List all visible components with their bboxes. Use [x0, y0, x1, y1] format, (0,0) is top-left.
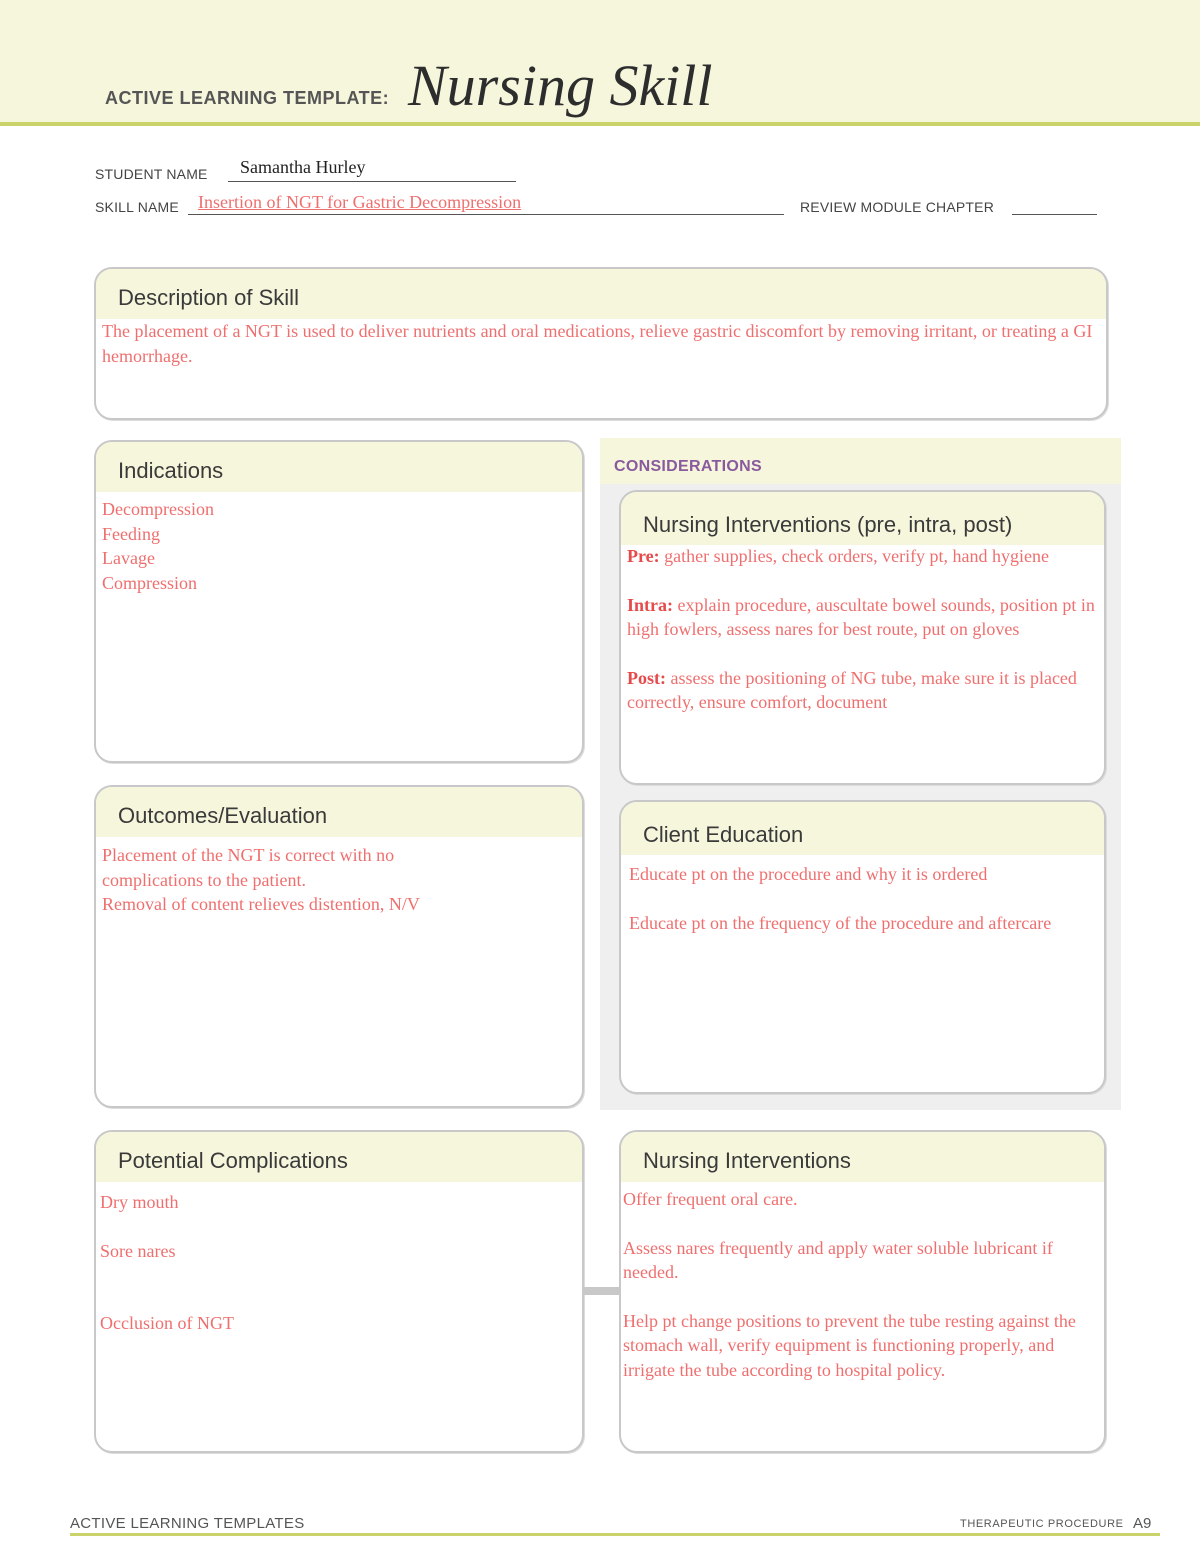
indications-box	[94, 440, 584, 763]
nursing-interventions-ppp-box	[619, 490, 1106, 785]
footer-right: THERAPEUTIC PROCEDURE	[960, 1518, 1124, 1530]
complications-text-field[interactable]	[100, 1190, 574, 1336]
education-item: Educate pt on the procedure and why it is ordered	[629, 864, 988, 884]
description-box	[94, 267, 1108, 420]
description-text: The placement of a NGT is used to deliver nutrients and oral medications, relieve gastric discomfort by removing irritant, or treating a GI hemorrhage.	[102, 321, 1093, 366]
post-label: Post:	[627, 667, 666, 688]
student-name-label: STUDENT NAME	[95, 166, 208, 182]
post-text: assess the positioning of NG tube, make sure it is placed correctly, ensure comfort, document	[627, 667, 1077, 712]
indications-title: Indications	[118, 458, 224, 483]
indications-text-field[interactable]	[102, 497, 574, 595]
indications-header	[96, 442, 582, 492]
page-number: A9	[1133, 1515, 1152, 1532]
nursing-interventions-text-field[interactable]	[623, 1187, 1084, 1382]
nursing-interventions-ppp-text-field[interactable]	[627, 544, 1096, 715]
nursing-interventions-title: Nursing Interventions	[643, 1148, 851, 1173]
footer-left: ACTIVE LEARNING TEMPLATES	[70, 1515, 305, 1532]
post-intervention	[627, 666, 1096, 715]
template-prefix: ACTIVE LEARNING TEMPLATE:	[105, 88, 390, 108]
connector-bar	[583, 1287, 620, 1295]
pre-text: gather supplies, check orders, verify pt, hand hygiene	[664, 546, 1050, 566]
skill-name-label: SKILL NAME	[95, 199, 179, 215]
intervention-item: Offer frequent oral care.	[623, 1189, 798, 1209]
education-item: Educate pt on the frequency of the procedure and aftercare	[629, 912, 1052, 933]
description-text-field[interactable]	[102, 319, 1098, 368]
outcome-line: Removal of content relieves distention, N/V	[102, 894, 420, 914]
complications-title: Potential Complications	[118, 1148, 348, 1173]
complication-item: Dry mouth	[100, 1192, 179, 1212]
indication-item: Lavage	[102, 548, 155, 568]
nursing-interventions-header	[621, 1132, 1104, 1182]
nursing-interventions-box	[619, 1130, 1106, 1453]
description-header	[96, 269, 1106, 319]
skill-name-line	[188, 214, 784, 215]
header-rule	[0, 122, 1200, 126]
nursing-interventions-ppp-title: Nursing Interventions (pre, intra, post)	[643, 512, 1013, 537]
outcomes-text-field[interactable]	[102, 843, 482, 917]
indication-item: Compression	[102, 572, 198, 593]
indication-item: Decompression	[102, 499, 214, 519]
intra-text: explain procedure, auscultate bowel sounds, position pt in high fowlers, assess nares for best route, put on gloves	[627, 594, 1095, 639]
intra-intervention	[627, 593, 1096, 642]
complication-item: Occlusion of NGT	[100, 1313, 234, 1333]
considerations-label: CONSIDERATIONS	[614, 458, 762, 475]
nursing-interventions-ppp-header	[621, 492, 1104, 545]
student-name-line	[228, 181, 516, 182]
footer-rule	[70, 1533, 1160, 1536]
complications-header	[96, 1132, 582, 1182]
outcomes-header	[96, 787, 582, 837]
review-module-line	[1012, 214, 1097, 215]
complications-box	[94, 1130, 584, 1453]
review-module-label: REVIEW MODULE CHAPTER	[800, 199, 994, 215]
description-title: Description of Skill	[118, 285, 299, 310]
complication-item: Sore nares	[100, 1240, 176, 1261]
pre-label: Pre:	[627, 546, 660, 566]
intervention-item: Assess nares frequently and apply water soluble lubricant if needed.	[623, 1237, 1053, 1282]
client-education-header	[621, 802, 1104, 855]
skill-name-field[interactable]: Insertion of NGT for Gastric Decompression	[198, 192, 522, 212]
indication-item: Feeding	[102, 523, 160, 544]
client-education-box	[619, 800, 1106, 1094]
outcomes-box	[94, 785, 584, 1108]
outcome-line: Placement of the NGT is correct with no complications to the patient.	[102, 845, 395, 890]
client-education-title: Client Education	[643, 822, 804, 847]
client-education-text-field[interactable]	[629, 862, 1096, 935]
intra-label: Intra:	[627, 594, 673, 615]
page-title: Nursing Skill	[408, 53, 713, 118]
intervention-item: Help pt change positions to prevent the tube resting against the stomach wall, verify equipment is functioning properly, and irrigate the tube according to hospital policy.	[623, 1310, 1076, 1380]
student-name-field[interactable]: Samantha Hurley	[240, 157, 366, 177]
outcomes-title: Outcomes/Evaluation	[118, 803, 328, 828]
pre-intervention	[627, 544, 1096, 569]
